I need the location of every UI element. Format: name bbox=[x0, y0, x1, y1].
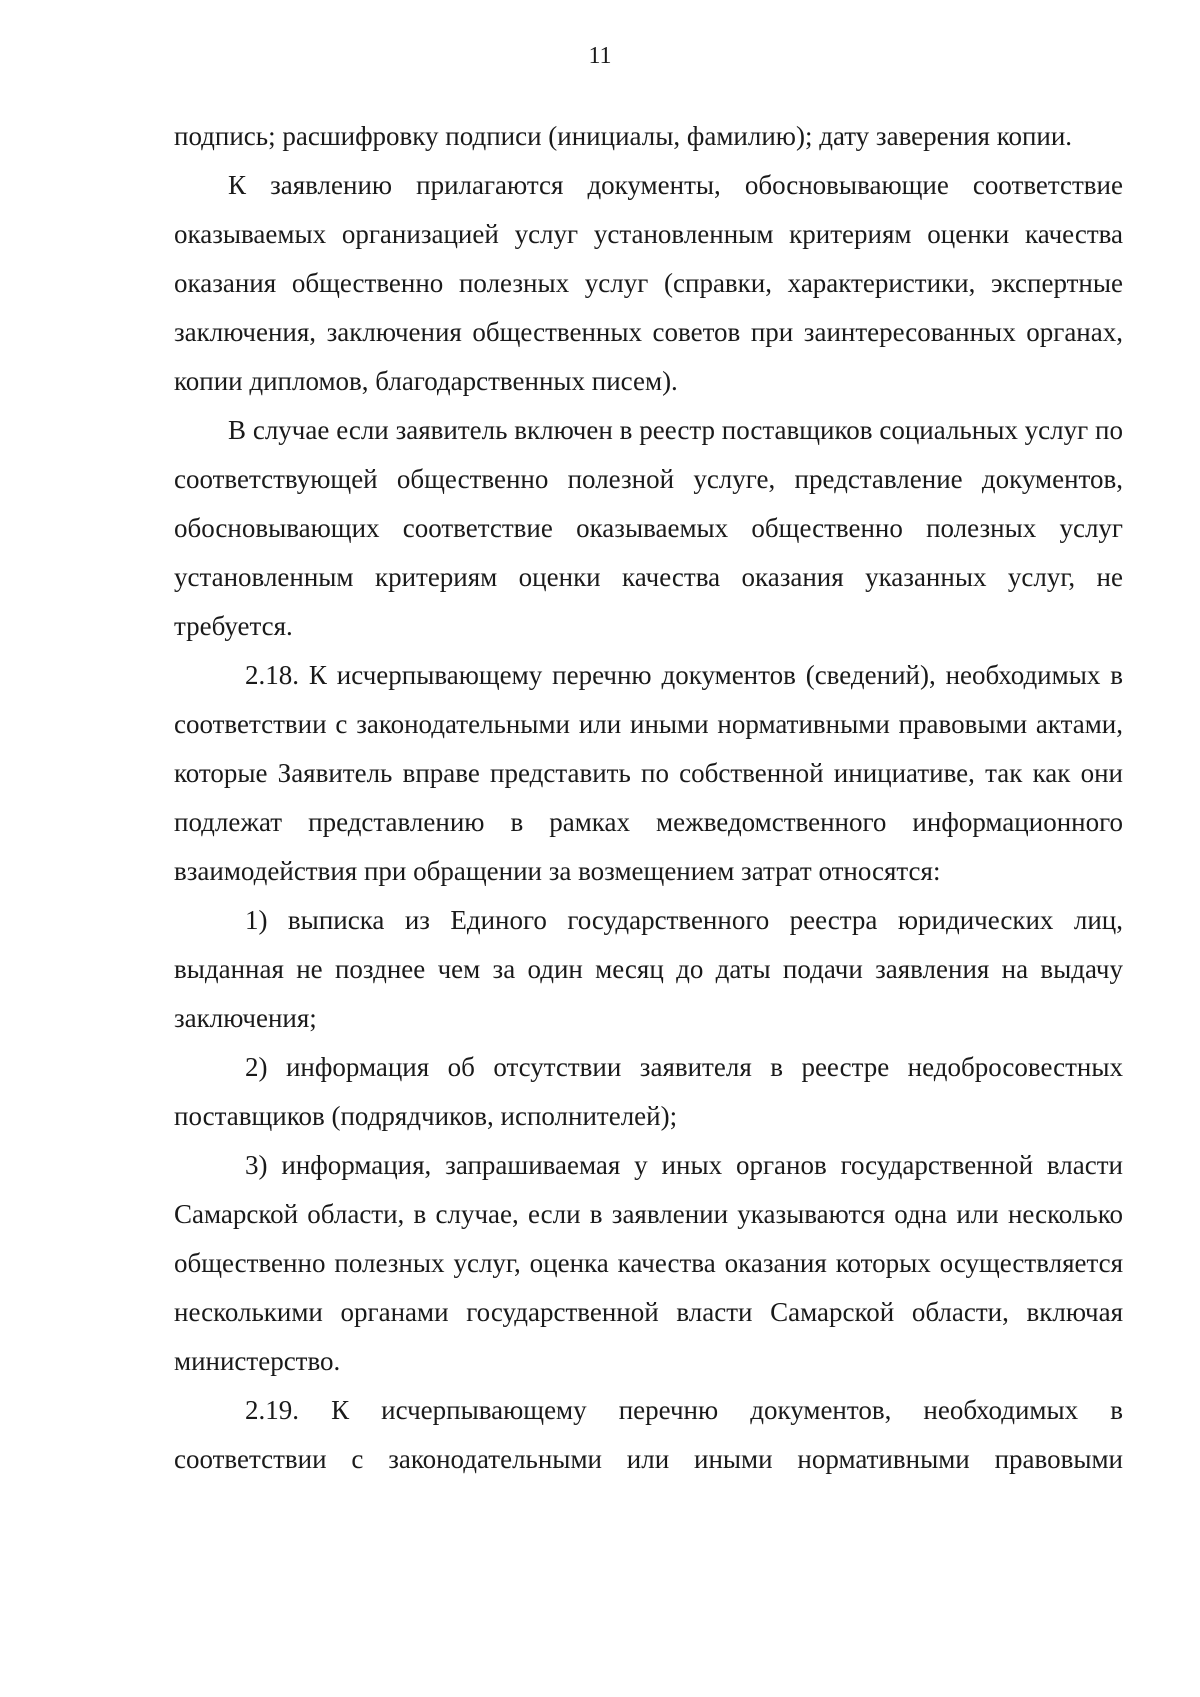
paragraph-section-2-18: 2.18. К исчерпывающему перечню документов (сведений), необходимых в соответствии с законодательными или иными нормативными правовыми актами, которые Заявитель вправе представить по собственной инициативе, так как они подлежат представлению в рамках межведомственного информационного взаимодействия при обращении за возмещением затрат относятся: bbox=[174, 660, 1123, 886]
document-body bbox=[174, 112, 1123, 1484]
list-item-3: 3) информация, запрашиваемая у иных органов государственной власти Самарской области, в случае, если в заявлении указываются одна или несколько общественно полезных услуг, оценка качества оказания которых осуществляется несколькими органами государственной власти Самарской области, включая министерство. bbox=[174, 1150, 1123, 1376]
paragraph-attached-documents: К заявлению прилагаются документы, обосновывающие соответствие оказываемых организацией услуг установленным критериям оценки качества оказания общественно полезных услуг (справки, характеристики, экспертные заключения, заключения общественных советов при заинтересованных органах, копии дипломов, благодарственных писем). bbox=[174, 170, 1123, 396]
list-item-1: 1) выписка из Единого государственного реестра юридических лиц, выданная не позднее чем за один месяц до даты подачи заявления на выдачу заключения; bbox=[174, 905, 1123, 1033]
paragraph-registry-exemption: В случае если заявитель включен в реестр поставщиков социальных услуг по соответствующей общественно полезной услуге, представление документов, обосновывающих соответствие оказываемых общественно полезных услуг установленным критериям оценки качества оказания указанных услуг, не требуется. bbox=[174, 415, 1123, 641]
page-number: 11 bbox=[588, 43, 612, 69]
paragraph-signature-details: подпись; расшифровку подписи (инициалы, фамилию); дату заверения копии. bbox=[174, 121, 1073, 151]
list-item-2: 2) информация об отсутствии заявителя в реестре недобросовестных поставщиков (подрядчиков, исполнителей); bbox=[174, 1052, 1123, 1131]
paragraph-section-2-19: 2.19. К исчерпывающему перечню документов, необходимых в соответствии с законодательными или иными нормативными правовыми bbox=[174, 1395, 1123, 1474]
